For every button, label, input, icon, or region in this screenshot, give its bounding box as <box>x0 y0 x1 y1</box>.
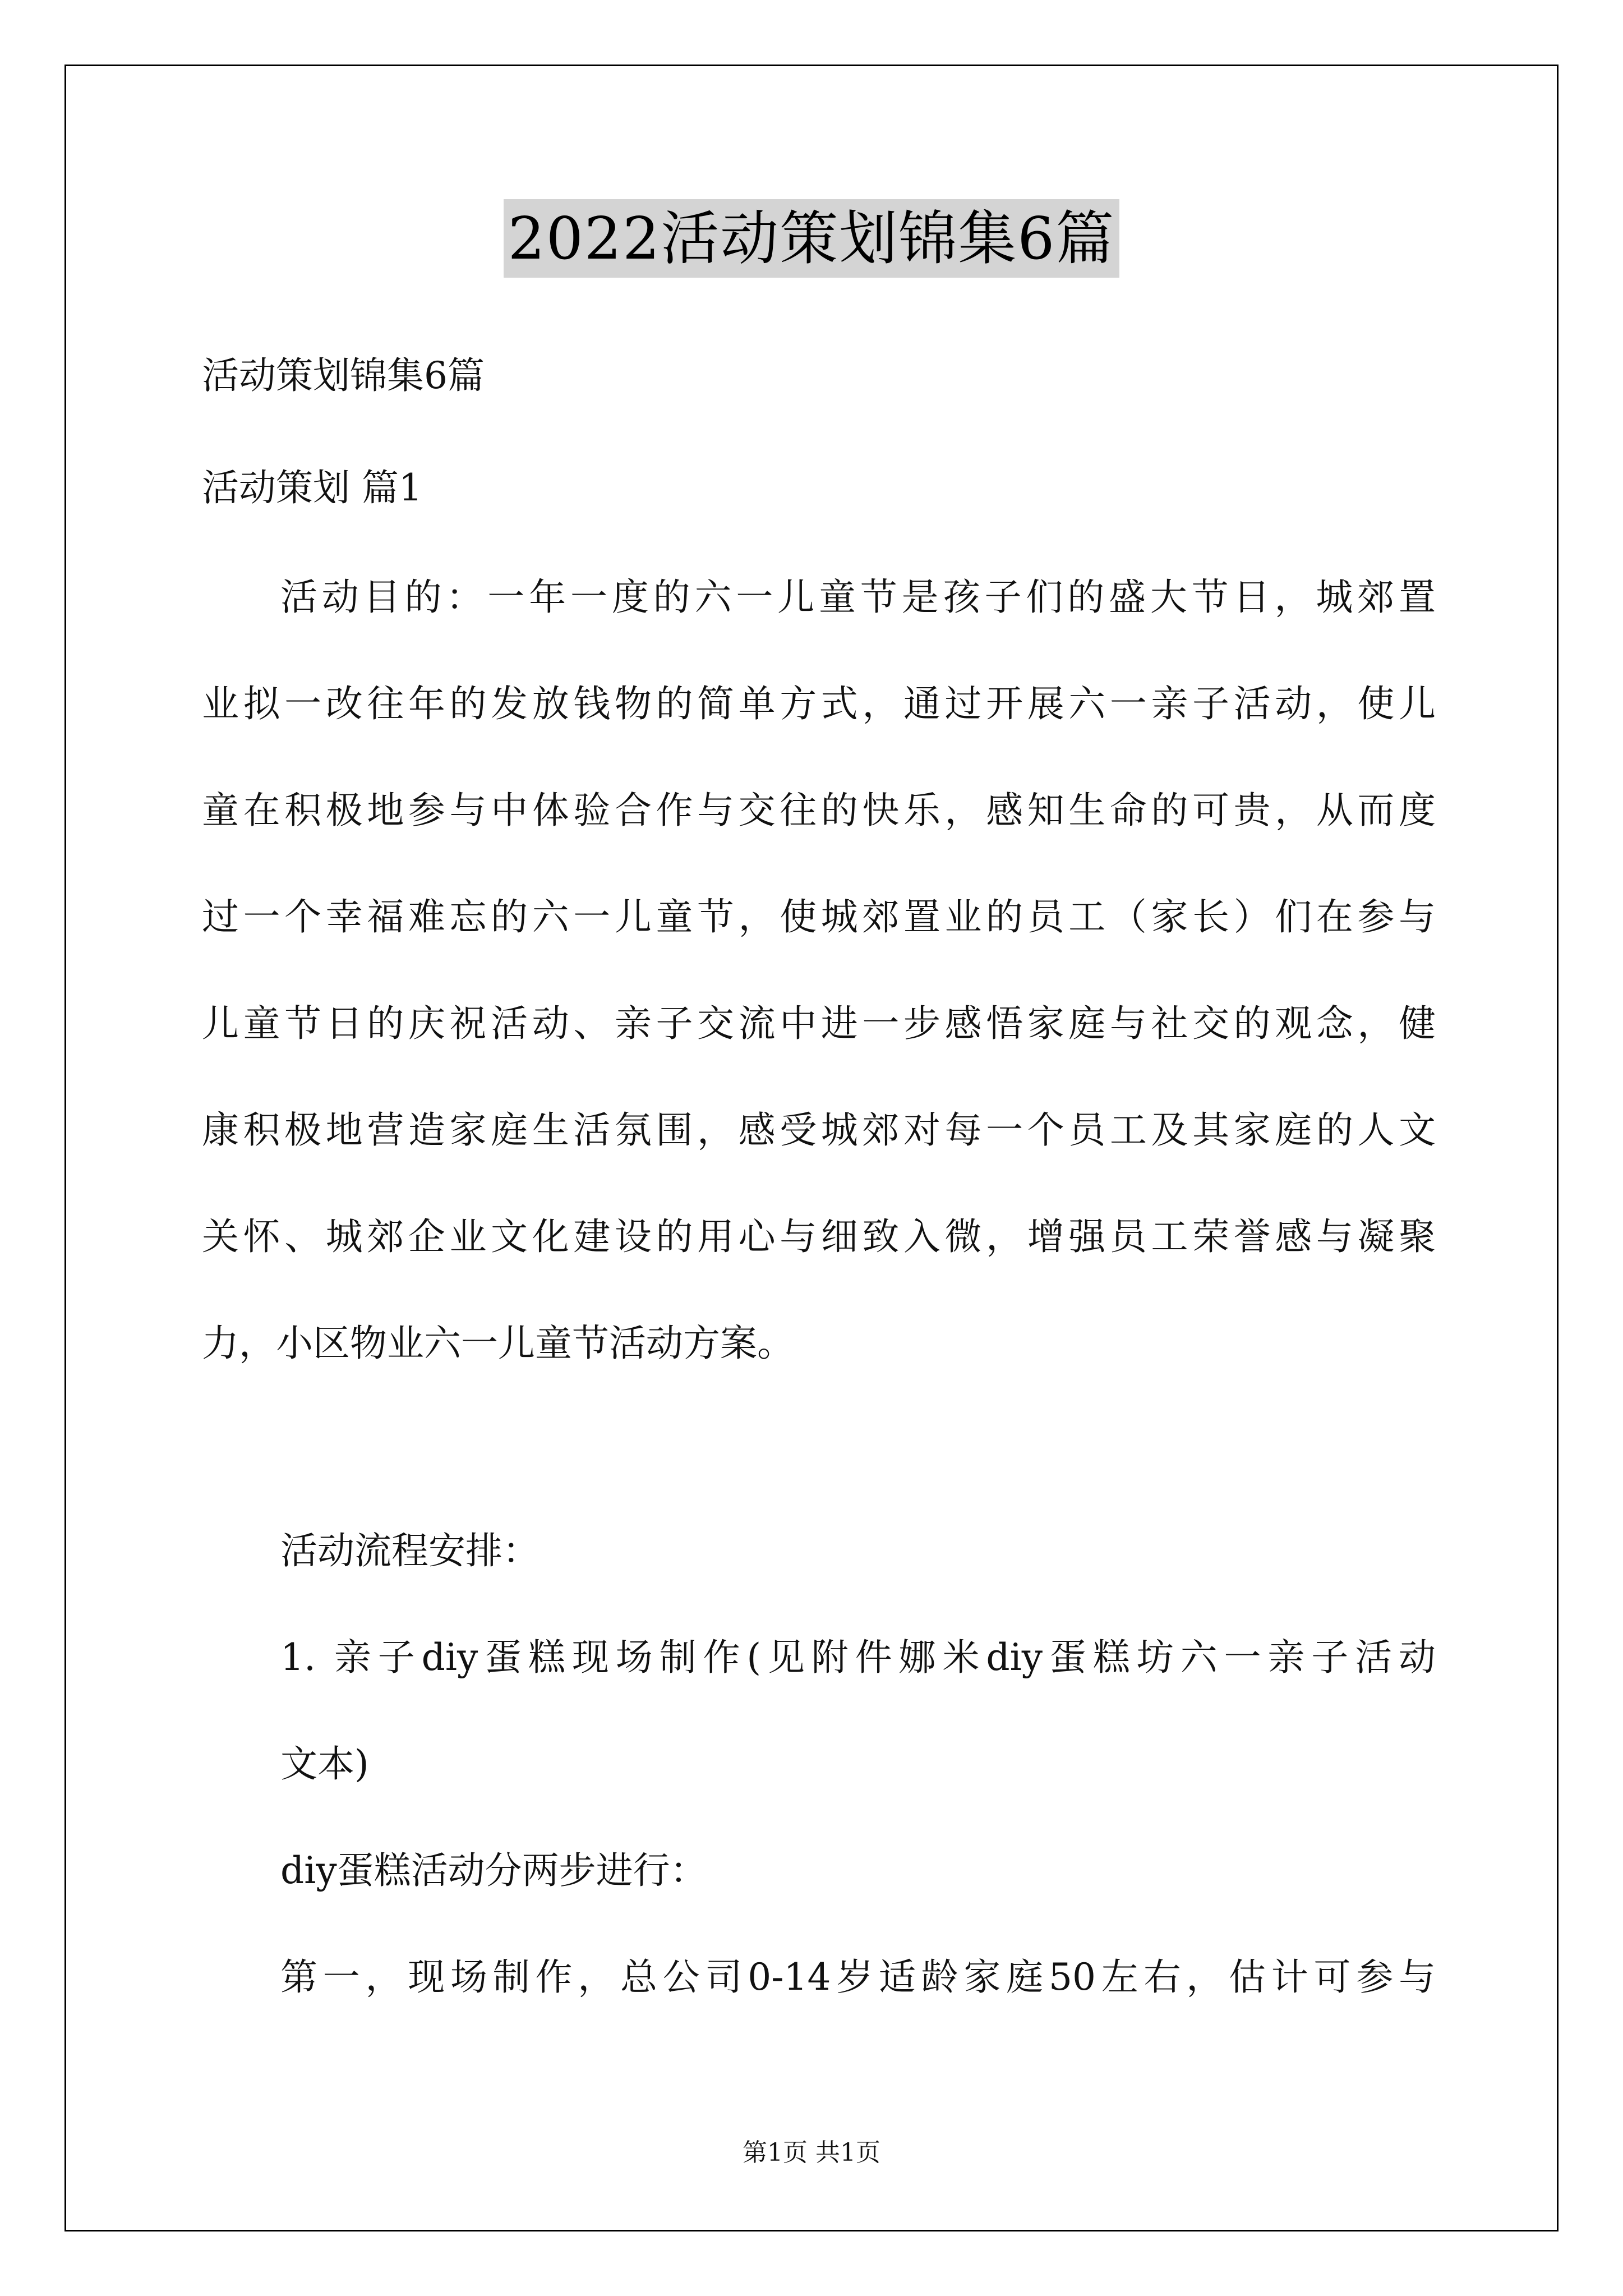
flow-item-line: 1. 亲子diy蛋糕现场制作(见附件娜米diy蛋糕坊六一亲子活动 <box>280 1636 1436 1679</box>
document-subtitle: 活动策划锦集6篇 <box>202 354 485 397</box>
document-title: 2022活动策划锦集6篇 <box>504 199 1120 278</box>
section-heading: 活动策划 篇1 <box>202 466 422 509</box>
purpose-line: 童在积极地参与中体验合作与交往的快乐，感知生命的可贵，从而度 <box>202 789 1436 832</box>
flow-item-line: 文本) <box>280 1742 369 1786</box>
diy-steps-line: diy蛋糕活动分两步进行： <box>280 1849 707 1892</box>
purpose-line: 关怀、城郊企业文化建设的用心与细致入微，增强员工荣誉感与凝聚 <box>202 1215 1436 1258</box>
purpose-line: 力，小区物业六一儿童节活动方案。 <box>202 1322 794 1365</box>
first-step-line: 第一，现场制作，总公司0-14岁适龄家庭50左右，估计可参与 <box>280 1955 1436 1999</box>
flow-heading: 活动流程安排： <box>280 1529 540 1572</box>
purpose-line: 业拟一改往年的发放钱物的简单方式，通过开展六一亲子活动，使儿 <box>202 682 1436 725</box>
purpose-line: 活动目的：一年一度的六一儿童节是孩子们的盛大节日，城郊置 <box>280 576 1436 619</box>
page-footer: 第1页 共1页 <box>743 2138 880 2167</box>
purpose-line: 过一个幸福难忘的六一儿童节，使城郊置业的员工（家长）们在参与 <box>202 895 1436 938</box>
title-container <box>0 199 1623 278</box>
purpose-line: 儿童节日的庆祝活动、亲子交流中进一步感悟家庭与社交的观念，健 <box>202 1002 1436 1045</box>
purpose-line: 康积极地营造家庭生活氛围，感受城郊对每一个员工及其家庭的人文 <box>202 1108 1436 1152</box>
